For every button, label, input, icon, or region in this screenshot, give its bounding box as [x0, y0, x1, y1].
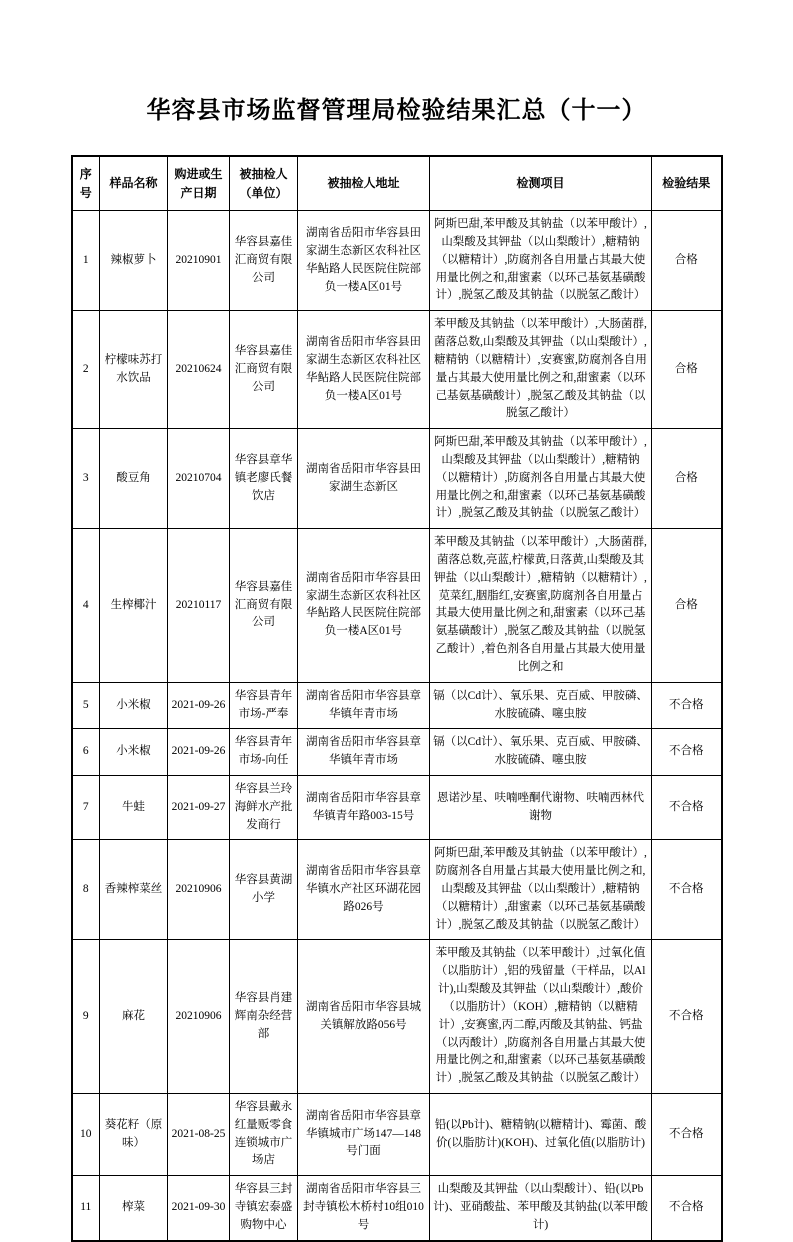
cell-test-items: 阿斯巴甜,苯甲酸及其钠盐（以苯甲酸计）,山梨酸及其钾盐（以山梨酸计）,糖精钠（以糖精计）,防腐剂各自用量占其最大使用量比例之和,甜蜜素（以环己基氨基磺酸计）,脱氢乙酸及其钠盐（以脱氢乙酸计）: [430, 211, 652, 311]
results-table-body: [72, 211, 722, 1241]
cell-inspection-result: 不合格: [652, 940, 722, 1094]
cell-sample-name: 牛蛙: [100, 775, 168, 839]
cell-inspection-result: 不合格: [652, 775, 722, 839]
cell-inspected-unit: 华容县黄湖小学: [230, 840, 298, 940]
cell-date: 2021-09-30: [168, 1176, 230, 1241]
cell-test-items: 恩诺沙星、呋喃唑酮代谢物、呋喃西林代谢物: [430, 775, 652, 839]
cell-inspected-address: 湖南省岳阳市华容县章华镇水产社区环湖花园路026号: [298, 840, 430, 940]
cell-inspected-unit: 华容县戴永红量贩零食连锁城市广场店: [230, 1093, 298, 1175]
cell-test-items: 苯甲酸及其钠盐（以苯甲酸计）,过氧化值（以脂肪计）,铝的残留量（干样品，以Al计),山梨酸及其钾盐（以山梨酸计）,酸价（以脂肪计）（KOH）,糖精钠（以糖精计）,安赛蜜,丙二醇,丙酸及其钠盐、钙盐（以丙酸计）,防腐剂各自用量占其最大使用量比例之和,甜蜜素（以环己基氨基磺酸计）,脱氢乙酸及其钠盐（以脱氢乙酸计）: [430, 940, 652, 1094]
cell-inspected-address: 湖南省岳阳市华容县三封寺镇松木桥村10组010号: [298, 1176, 430, 1241]
cell-no: 10: [72, 1093, 100, 1175]
cell-date: 20210704: [168, 429, 230, 529]
table-row: [72, 775, 722, 839]
cell-sample-name: 辣椒萝卜: [100, 211, 168, 311]
cell-inspected-address: 湖南省岳阳市华容县章华镇年青市场: [298, 682, 430, 729]
cell-inspection-result: 合格: [652, 211, 722, 311]
table-row: [72, 211, 722, 311]
page-title: 华容县市场监督管理局检验结果汇总（十一）: [146, 97, 647, 124]
cell-no: 2: [72, 311, 100, 429]
column-header: 检测项目: [430, 156, 652, 211]
table-row: [72, 682, 722, 729]
cell-test-items: 铅(以Pb计)、糖精钠(以糖精计)、霉菌、酸价(以脂肪计)(KOH)、过氧化值(以脂肪计): [430, 1093, 652, 1175]
cell-inspected-unit: 华容县青年市场-严奉: [230, 682, 298, 729]
cell-date: 20210906: [168, 840, 230, 940]
column-header: 检验结果: [652, 156, 722, 211]
cell-date: 2021-08-25: [168, 1093, 230, 1175]
cell-no: 6: [72, 729, 100, 776]
cell-sample-name: 榨菜: [100, 1176, 168, 1241]
cell-no: 7: [72, 775, 100, 839]
cell-no: 4: [72, 529, 100, 683]
cell-inspected-unit: 华容县兰玲海鲜水产批发商行: [230, 775, 298, 839]
cell-date: 20210117: [168, 529, 230, 683]
cell-inspected-address: 湖南省岳阳市华容县城关镇解放路056号: [298, 940, 430, 1094]
cell-inspected-address: 湖南省岳阳市华容县田家湖生态新区农科社区华鲇路人民医院住院部负一楼A区01号: [298, 311, 430, 429]
cell-test-items: 阿斯巴甜,苯甲酸及其钠盐（以苯甲酸计）,山梨酸及其钾盐（以山梨酸计）,糖精钠（以糖精计）,防腐剂各自用量占其最大使用量比例之和,甜蜜素（以环己基氨基磺酸计）,脱氢乙酸及其钠盐（以脱氢乙酸计）: [430, 429, 652, 529]
cell-no: 8: [72, 840, 100, 940]
cell-sample-name: 柠檬味苏打水饮品: [100, 311, 168, 429]
column-header: 购进或生产日期: [168, 156, 230, 211]
table-row: [72, 311, 722, 429]
column-header: 被抽检人地址: [298, 156, 430, 211]
cell-inspected-unit: 华容县嘉佳汇商贸有限公司: [230, 211, 298, 311]
cell-inspected-unit: 华容县嘉佳汇商贸有限公司: [230, 529, 298, 683]
column-header: 序号: [72, 156, 100, 211]
cell-inspected-address: 湖南省岳阳市华容县章华镇青年路003-15号: [298, 775, 430, 839]
cell-inspection-result: 不合格: [652, 729, 722, 776]
cell-inspection-result: 不合格: [652, 1093, 722, 1175]
cell-sample-name: 生榨椰汁: [100, 529, 168, 683]
cell-sample-name: 香辣榨菜丝: [100, 840, 168, 940]
cell-test-items: 镉（以Cd计）、氧乐果、克百威、甲胺磷、水胺硫磷、噻虫胺: [430, 729, 652, 776]
cell-date: 2021-09-26: [168, 682, 230, 729]
cell-inspected-unit: 华容县青年市场-向任: [230, 729, 298, 776]
cell-no: 11: [72, 1176, 100, 1241]
cell-inspected-address: 湖南省岳阳市华容县田家湖生态新区农科社区华鲇路人民医院住院部负一楼A区01号: [298, 529, 430, 683]
cell-sample-name: 葵花籽（原味）: [100, 1093, 168, 1175]
cell-inspected-unit: 华容县三封寺镇宏泰盛购物中心: [230, 1176, 298, 1241]
cell-sample-name: 小米椒: [100, 682, 168, 729]
table-row: [72, 1176, 722, 1241]
cell-inspected-unit: 华容县肖建辉南杂经营部: [230, 940, 298, 1094]
cell-sample-name: 酸豆角: [100, 429, 168, 529]
cell-no: 1: [72, 211, 100, 311]
cell-date: 20210906: [168, 940, 230, 1094]
table-row: [72, 429, 722, 529]
cell-date: 2021-09-27: [168, 775, 230, 839]
cell-date: 2021-09-26: [168, 729, 230, 776]
cell-inspection-result: 不合格: [652, 682, 722, 729]
cell-inspection-result: 合格: [652, 529, 722, 683]
cell-test-items: 镉（以Cd计）、氧乐果、克百威、甲胺磷、水胺硫磷、噻虫胺: [430, 682, 652, 729]
cell-inspected-address: 湖南省岳阳市华容县田家湖生态新区农科社区华鲇路人民医院住院部负一楼A区01号: [298, 211, 430, 311]
cell-date: 20210901: [168, 211, 230, 311]
table-row: [72, 529, 722, 683]
column-header: 样品名称: [100, 156, 168, 211]
header-row: [72, 156, 722, 211]
cell-sample-name: 小米椒: [100, 729, 168, 776]
results-table: [71, 155, 723, 1242]
cell-no: 3: [72, 429, 100, 529]
cell-sample-name: 麻花: [100, 940, 168, 1094]
cell-no: 5: [72, 682, 100, 729]
cell-inspected-address: 湖南省岳阳市华容县田家湖生态新区: [298, 429, 430, 529]
cell-inspected-address: 湖南省岳阳市华容县章华镇年青市场: [298, 729, 430, 776]
cell-test-items: 苯甲酸及其钠盐（以苯甲酸计）,大肠菌群,菌落总数,山梨酸及其钾盐（以山梨酸计）,糖精钠（以糖精计）,安赛蜜,防腐剂各自用量占其最大使用量比例之和,甜蜜素（以环己基氨基磺酸计）,脱氢乙酸及其钠盐（以脱氢乙酸计）: [430, 311, 652, 429]
cell-inspected-unit: 华容县章华镇老廖氏餐饮店: [230, 429, 298, 529]
table-row: [72, 1093, 722, 1175]
cell-no: 9: [72, 940, 100, 1094]
table-row: [72, 940, 722, 1094]
results-table-header: [72, 156, 722, 211]
cell-inspection-result: 不合格: [652, 1176, 722, 1241]
table-row: [72, 729, 722, 776]
cell-inspection-result: 不合格: [652, 840, 722, 940]
cell-test-items: 苯甲酸及其钠盐（以苯甲酸计）,大肠菌群,菌落总数,亮蓝,柠檬黄,日落黄,山梨酸及其钾盐（以山梨酸计）,糖精钠（以糖精计）,苋菜红,胭脂红,安赛蜜,防腐剂各自用量占其最大使用量比例之和,甜蜜素（以环己基氨基磺酸计）,脱氢乙酸及其钠盐（以脱氢乙酸计）,着色剂各自用量占其最大使用量比例之和: [430, 529, 652, 683]
cell-date: 20210624: [168, 311, 230, 429]
column-header: 被抽检人（单位）: [230, 156, 298, 211]
cell-inspection-result: 合格: [652, 311, 722, 429]
table-row: [72, 840, 722, 940]
cell-inspection-result: 合格: [652, 429, 722, 529]
cell-test-items: 山梨酸及其钾盐（以山梨酸计）、铅(以Pb计)、亚硝酸盐、苯甲酸及其钠盐(以苯甲酸计): [430, 1176, 652, 1241]
cell-test-items: 阿斯巴甜,苯甲酸及其钠盐（以苯甲酸计）,防腐剂各自用量占其最大使用量比例之和,山梨酸及其钾盐（以山梨酸计）,糖精钠（以糖精计）,甜蜜素（以环己基氨基磺酸计）,脱氢乙酸及其钠盐（以脱氢乙酸计）: [430, 840, 652, 940]
cell-inspected-address: 湖南省岳阳市华容县章华镇城市广场147—148号门面: [298, 1093, 430, 1175]
cell-inspected-unit: 华容县嘉佳汇商贸有限公司: [230, 311, 298, 429]
